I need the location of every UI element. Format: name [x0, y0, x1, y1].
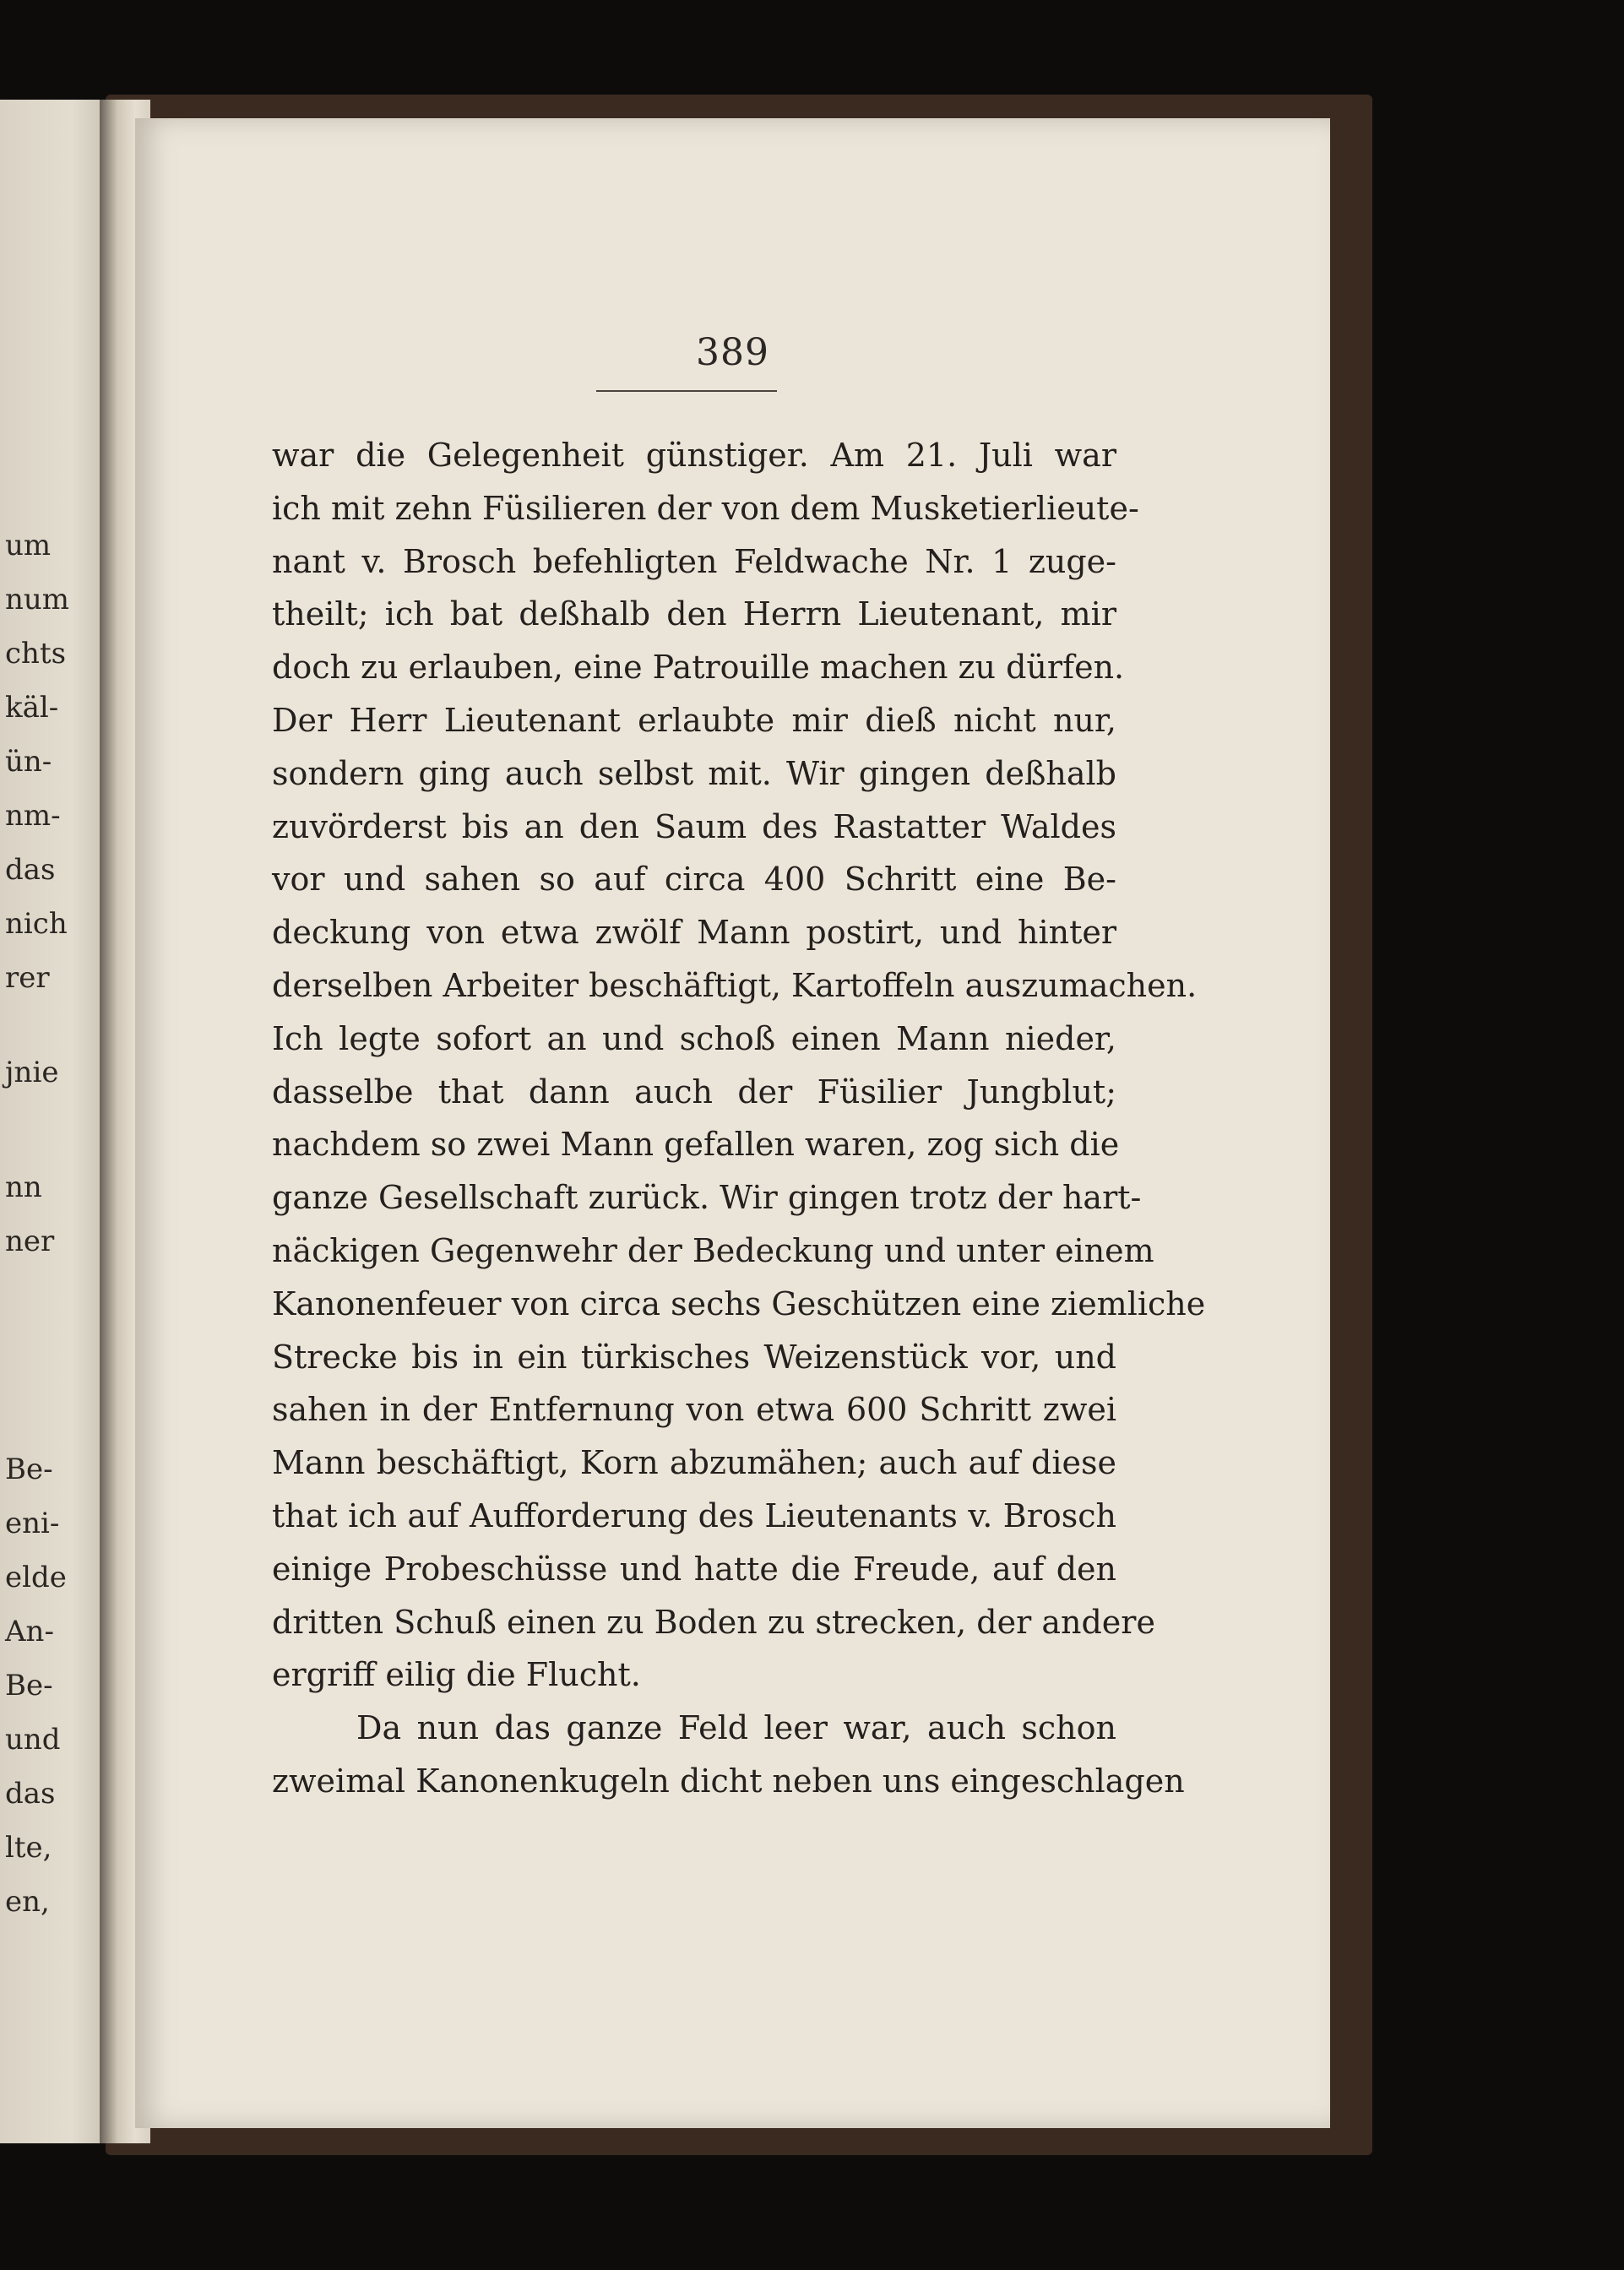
- left-fragment: Be-: [5, 1669, 53, 1702]
- left-fragment: jnie: [5, 1056, 59, 1089]
- left-fragment: An-: [5, 1615, 54, 1648]
- text-line: sondern ging auch selbst mit. Wir gingen deßhalb: [272, 754, 1116, 792]
- text-line: war die Gelegenheit günstiger. Am 21. Juli war: [272, 437, 1116, 474]
- left-fragment: käl-: [5, 691, 59, 725]
- left-fragment: ner: [5, 1225, 55, 1258]
- body-text: [272, 429, 1206, 1808]
- text-line: Mann beschäftigt, Korn abzumähen; auch auf diese: [272, 1444, 1116, 1482]
- text-line: Kanonenfeuer von circa sechs Geschützen eine ziemliche: [272, 1284, 1206, 1322]
- left-fragment: lte,: [5, 1831, 52, 1865]
- text-line: sahen in der Entfernung von etwa 600 Schritt zwei: [272, 1391, 1116, 1429]
- left-fragment: nm-: [5, 799, 61, 833]
- left-fragment: um: [5, 529, 52, 562]
- text-line: ergriff eilig die Flucht.: [272, 1656, 641, 1694]
- text-line: zuvörderst bis an den Saum des Rastatter Waldes: [272, 807, 1116, 845]
- text-line: einige Probeschüsse und hatte die Freude, auf den: [272, 1550, 1116, 1588]
- text-line: theilt; ich bat deßhalb den Herrn Lieutenant, mir: [272, 595, 1116, 633]
- left-fragment: ün-: [5, 745, 52, 779]
- text-line: vor und sahen so auf circa 400 Schritt eine Be-: [272, 861, 1116, 899]
- text-line: dasselbe that dann auch der Füsilier Jungblut;: [272, 1073, 1116, 1111]
- text-line: doch zu erlauben, eine Patrouille machen zu dürfen.: [272, 649, 1125, 687]
- right-page: [135, 118, 1330, 2128]
- left-fragment: eni-: [5, 1507, 60, 1540]
- left-fragment: nn: [5, 1170, 42, 1204]
- text-line: näckigen Gegenwehr der Bedeckung und unter einem: [272, 1231, 1154, 1269]
- text-line: nant v. Brosch befehligten Feldwache Nr. 1 zuge-: [272, 542, 1116, 580]
- left-fragment: nich: [5, 907, 68, 941]
- left-fragment: Be-: [5, 1453, 53, 1486]
- text-line: zweimal Kanonenkugeln dicht neben uns eingeschlagen: [272, 1762, 1185, 1800]
- header-rule: [596, 390, 777, 392]
- left-fragment: das: [5, 1777, 56, 1811]
- left-fragment: rer: [5, 961, 50, 995]
- text-line: nachdem so zwei Mann gefallen waren, zog sich die: [272, 1126, 1120, 1164]
- text-line: ich mit zehn Füsilieren der von dem Musketierlieute-: [272, 489, 1139, 527]
- left-page: [0, 100, 101, 2143]
- text-line: Ich legte sofort an und schoß einen Mann nieder,: [272, 1019, 1116, 1057]
- left-fragment: chts: [5, 637, 67, 671]
- text-line: derselben Arbeiter beschäftigt, Kartoffeln auszumachen.: [272, 966, 1198, 1004]
- left-fragment: en,: [5, 1885, 50, 1919]
- text-line: ganze Gesellschaft zurück. Wir gingen trotz der hart-: [272, 1179, 1142, 1217]
- left-fragment: das: [5, 853, 56, 887]
- page-number: 389: [696, 331, 769, 374]
- left-fragment: elde: [5, 1561, 67, 1594]
- text-line: dritten Schuß einen zu Boden zu strecken, der andere: [272, 1603, 1155, 1641]
- left-fragment: num: [5, 583, 70, 616]
- text-line: Strecke bis in ein türkisches Weizenstück vor, und: [272, 1338, 1116, 1376]
- left-fragment: und: [5, 1723, 61, 1757]
- text-line: deckung von etwa zwölf Mann postirt, und hinter: [272, 914, 1116, 952]
- text-line: Da nun das ganze Feld leer war, auch schon: [356, 1709, 1116, 1747]
- text-line: Der Herr Lieutenant erlaubte mir dieß nicht nur,: [272, 701, 1116, 739]
- text-line: that ich auf Aufforderung des Lieutenants v. Brosch: [272, 1496, 1116, 1534]
